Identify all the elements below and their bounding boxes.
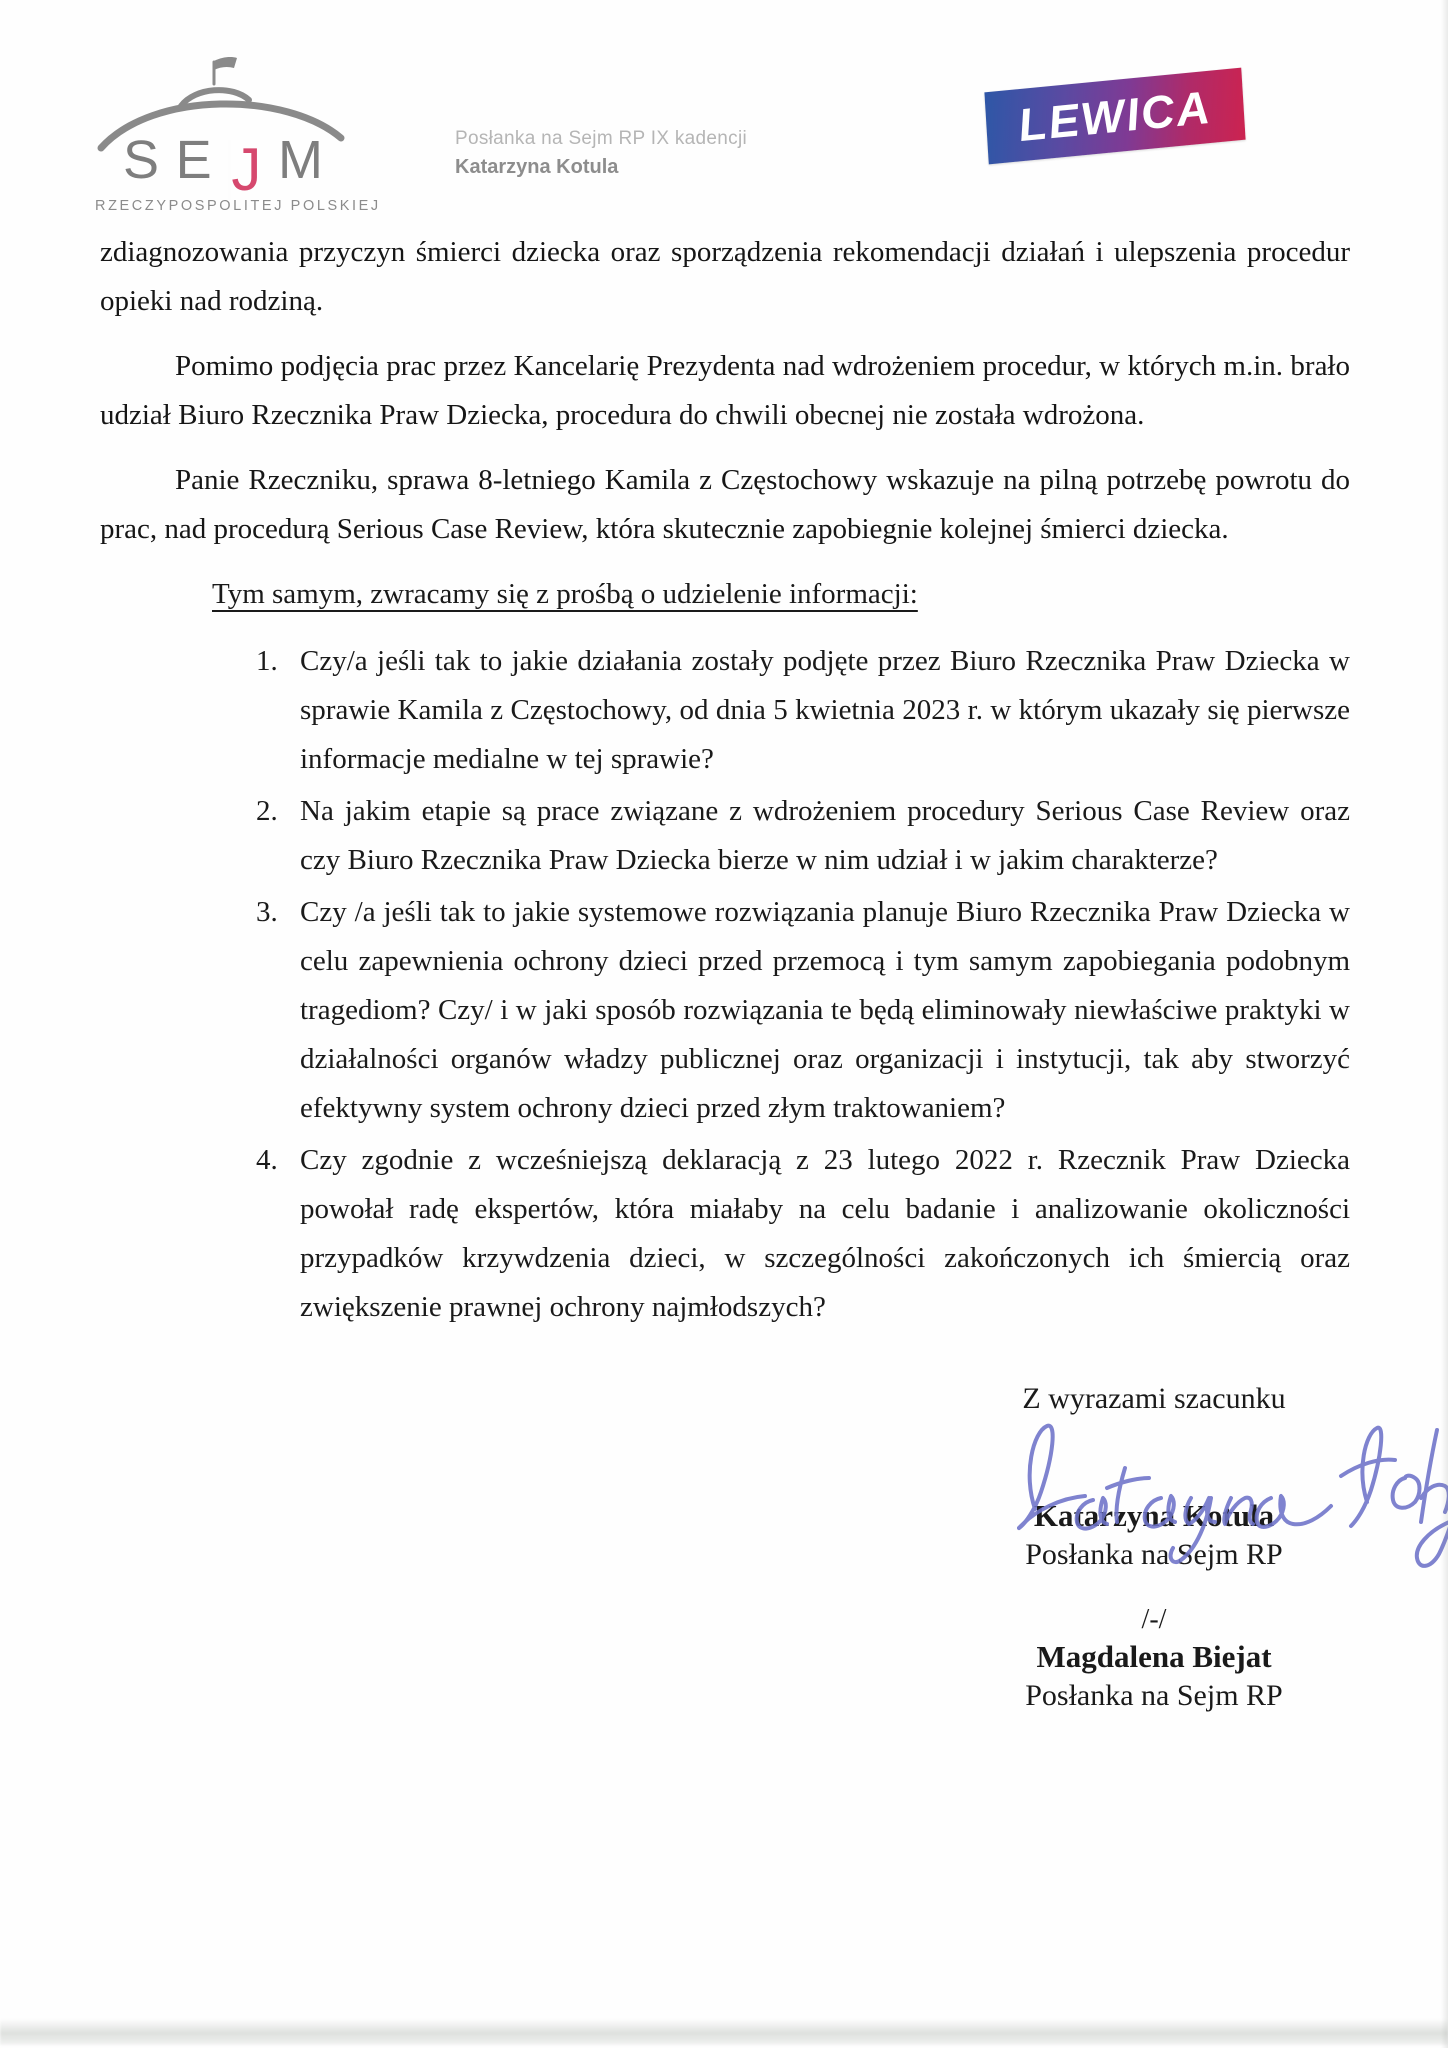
body-paragraph: Pomimo podjęcia prac przez Kancelarię Prezydenta nad wdrożeniem procedur, w których m.in. brało udział Biuro Rzecznika Praw Dziecka, procedura do chwili obecnej nie została wdrożona. xyxy=(100,350,1350,431)
sender-role: Posłanka na Sejm RP IX kadencji xyxy=(455,128,747,149)
letter-body xyxy=(0,228,1448,1332)
sejm-letter-e: E xyxy=(175,130,212,190)
signature-gap xyxy=(993,1573,1315,1603)
sender-block xyxy=(455,128,747,179)
letterhead xyxy=(0,0,1448,228)
question-list xyxy=(100,637,1350,1332)
signatory-role: Posłanka na Sejm RP xyxy=(1025,1538,1283,1571)
question-item: Czy zgodnie z wcześniejszą deklaracją z 23 lutego 2022 r. Rzecznik Praw Dziecka powołał radę ekspertów, która miałaby na celu badanie i analizowanie okoliczności przypadków krzywdzenia dzieci, w szczególności zakończonych ich śmiercią oraz zwiększenie prawnej ochrony najmłodszych? xyxy=(300,1144,1350,1323)
request-heading xyxy=(212,570,1350,619)
question-item: Na jakim etapie są prace związane z wdrożeniem procedury Serious Case Review oraz czy Biuro Rzecznika Praw Dziecka bierze w nim udział i w jakim charakterze? xyxy=(300,795,1350,876)
scan-shadow-bottom xyxy=(0,2019,1448,2045)
signatory-name: Katarzyna Kotula xyxy=(1033,1498,1275,1533)
request-heading-text: Tym samym, zwracamy się z prośbą o udzielenie informacji: xyxy=(212,578,918,610)
sejm-wordmark xyxy=(123,128,323,203)
sejm-caption: RZECZYPOSPOLITEJ POLSKIEJ xyxy=(95,198,381,214)
scan-shadow-right xyxy=(1441,0,1448,2048)
sejm-letter-s: S xyxy=(123,130,160,190)
lewica-wordmark: LEWICA xyxy=(1015,80,1215,152)
lewica-logo xyxy=(984,68,1245,165)
closing-phrase: Z wyrazami szacunku xyxy=(1022,1382,1286,1415)
signature-space xyxy=(993,1420,1315,1496)
sender-name: Katarzyna Kotula xyxy=(455,156,619,178)
body-paragraph: Panie Rzeczniku, sprawa 8-letniego Kamila z Częstochowy wskazuje na pilną potrzebę powrotu do prac, nad procedurą Serious Case Review, która skutecznie zapobiegnie kolejnej śmierci dziecka. xyxy=(100,464,1350,545)
question-item: Czy/a jeśli tak to jakie działania zostały podjęte przez Biuro Rzecznika Praw Dziecka w sprawie Kamila z Częstochowy, od dnia 5 kwietnia 2023 r. w którym ukazały się pierwsze informacje medialne w tej sprawie? xyxy=(300,645,1350,775)
signature-block xyxy=(993,1378,1315,1714)
sejm-letter-j: J xyxy=(228,140,261,200)
signatory-name: Magdalena Biejat xyxy=(1036,1639,1272,1674)
signature-mark: /-/ xyxy=(1141,1604,1167,1635)
sejm-letter-m: M xyxy=(277,130,323,190)
signatory-role: Posłanka na Sejm RP xyxy=(1025,1679,1283,1712)
body-paragraph: zdiagnozowania przyczyn śmierci dziecka oraz sporządzenia rekomendacji działań i ulepszenia procedur opieki nad rodziną. xyxy=(100,236,1350,317)
sejm-logo xyxy=(95,52,381,224)
question-item: Czy /a jeśli tak to jakie systemowe rozwiązania planuje Biuro Rzecznika Praw Dziecka w celu zapewnienia ochrony dzieci przed przemocą i tym samym zapobiegania podobnym tragediom? Czy/ i w jaki sposób rozwiązania te będą eliminowały niewłaściwe praktyki w działalności organów władzy publicznej oraz organizacji i instytucji, tak aby stworzyć efektywny system ochrony dzieci przed złym traktowaniem? xyxy=(300,896,1350,1124)
